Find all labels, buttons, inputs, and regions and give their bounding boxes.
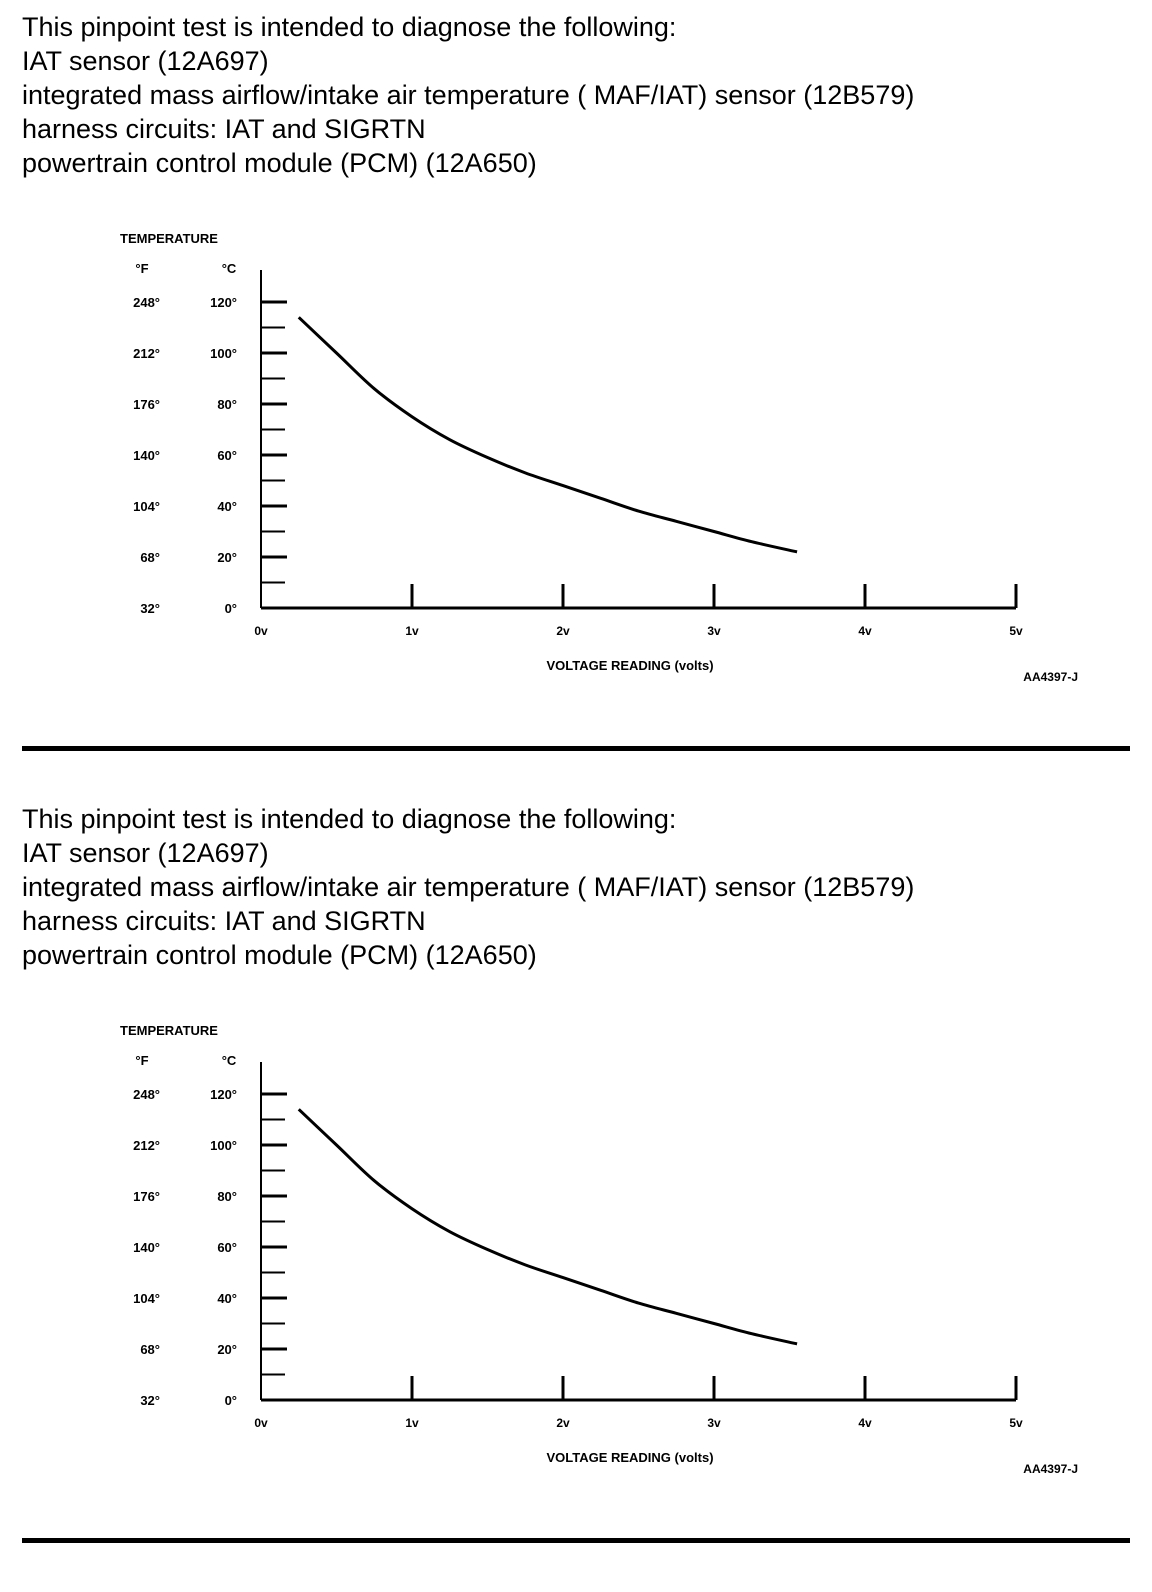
x-tick-label: 2v <box>556 624 570 638</box>
y-tick-label-fahrenheit: 68° <box>140 1342 160 1357</box>
temperature-curve <box>299 317 797 552</box>
y-tick-label-celsius: 60° <box>217 448 237 463</box>
intro-line: IAT sensor (12A697) <box>22 46 269 76</box>
y-tick-label-fahrenheit: 104° <box>133 1291 160 1306</box>
x-tick-label: 3v <box>707 624 721 638</box>
section-2 <box>0 792 1152 1584</box>
x-tick-label: 3v <box>707 1416 721 1430</box>
x-tick-label: 0v <box>254 624 268 638</box>
y-axis-title: TEMPERATURE <box>120 1023 218 1038</box>
y-tick-label-celsius: 120° <box>210 1087 237 1102</box>
intro-line: integrated mass airflow/intake air temperature ( MAF/IAT) sensor (12B579) <box>22 80 915 110</box>
y-tick-label-fahrenheit: 68° <box>140 550 160 565</box>
x-tick-label: 5v <box>1009 624 1023 638</box>
y-tick-label-fahrenheit: 176° <box>133 1189 160 1204</box>
y-tick-label-celsius: 0° <box>224 601 237 616</box>
intro-line: integrated mass airflow/intake air temperature ( MAF/IAT) sensor (12B579) <box>22 872 915 902</box>
intro-line: powertrain control module (PCM) (12A650) <box>22 148 537 178</box>
y-tick-label-celsius: 120° <box>210 295 237 310</box>
y-tick-label-celsius: 80° <box>217 1189 237 1204</box>
y-tick-label-fahrenheit: 104° <box>133 499 160 514</box>
y-tick-label-celsius: 40° <box>217 1291 237 1306</box>
x-tick-label: 2v <box>556 1416 570 1430</box>
x-tick-label: 1v <box>405 624 419 638</box>
intro-line: This pinpoint test is intended to diagnose the following: <box>22 804 677 834</box>
section-1 <box>0 0 1152 792</box>
intro-line: IAT sensor (12A697) <box>22 838 269 868</box>
y-tick-label-fahrenheit: 248° <box>133 1087 160 1102</box>
y-tick-label-fahrenheit: 32° <box>140 1393 160 1408</box>
intro-line: harness circuits: IAT and SIGRTN <box>22 114 426 144</box>
section-divider <box>22 1538 1130 1543</box>
figure-code: AA4397-J <box>1023 670 1078 684</box>
y-unit-celsius: °C <box>221 261 237 276</box>
y-tick-label-celsius: 80° <box>217 397 237 412</box>
temperature-voltage-chart <box>0 792 1152 1584</box>
y-tick-label-fahrenheit: 32° <box>140 601 160 616</box>
section-divider <box>22 746 1130 751</box>
x-tick-label: 5v <box>1009 1416 1023 1430</box>
x-tick-label: 0v <box>254 1416 268 1430</box>
x-axis-title: VOLTAGE READING (volts) <box>546 658 714 673</box>
y-axis-title: TEMPERATURE <box>120 231 218 246</box>
temperature-voltage-chart <box>0 0 1152 792</box>
x-tick-label: 1v <box>405 1416 419 1430</box>
y-unit-fahrenheit: °F <box>135 1053 149 1068</box>
x-tick-label: 4v <box>858 1416 872 1430</box>
y-tick-label-celsius: 100° <box>210 346 237 361</box>
x-tick-label: 4v <box>858 624 872 638</box>
temperature-curve <box>299 1109 797 1344</box>
y-tick-label-celsius: 20° <box>217 550 237 565</box>
y-tick-label-fahrenheit: 248° <box>133 295 160 310</box>
x-axis-title: VOLTAGE READING (volts) <box>546 1450 714 1465</box>
figure-code: AA4397-J <box>1023 1462 1078 1476</box>
y-tick-label-fahrenheit: 140° <box>133 448 160 463</box>
y-tick-label-celsius: 0° <box>224 1393 237 1408</box>
y-tick-label-fahrenheit: 212° <box>133 1138 160 1153</box>
y-tick-label-celsius: 100° <box>210 1138 237 1153</box>
y-tick-label-celsius: 60° <box>217 1240 237 1255</box>
intro-line: This pinpoint test is intended to diagnose the following: <box>22 12 677 42</box>
intro-line: harness circuits: IAT and SIGRTN <box>22 906 426 936</box>
y-tick-label-celsius: 40° <box>217 499 237 514</box>
y-unit-celsius: °C <box>221 1053 237 1068</box>
y-tick-label-fahrenheit: 212° <box>133 346 160 361</box>
y-tick-label-fahrenheit: 140° <box>133 1240 160 1255</box>
y-unit-fahrenheit: °F <box>135 261 149 276</box>
y-tick-label-celsius: 20° <box>217 1342 237 1357</box>
y-tick-label-fahrenheit: 176° <box>133 397 160 412</box>
intro-line: powertrain control module (PCM) (12A650) <box>22 940 537 970</box>
